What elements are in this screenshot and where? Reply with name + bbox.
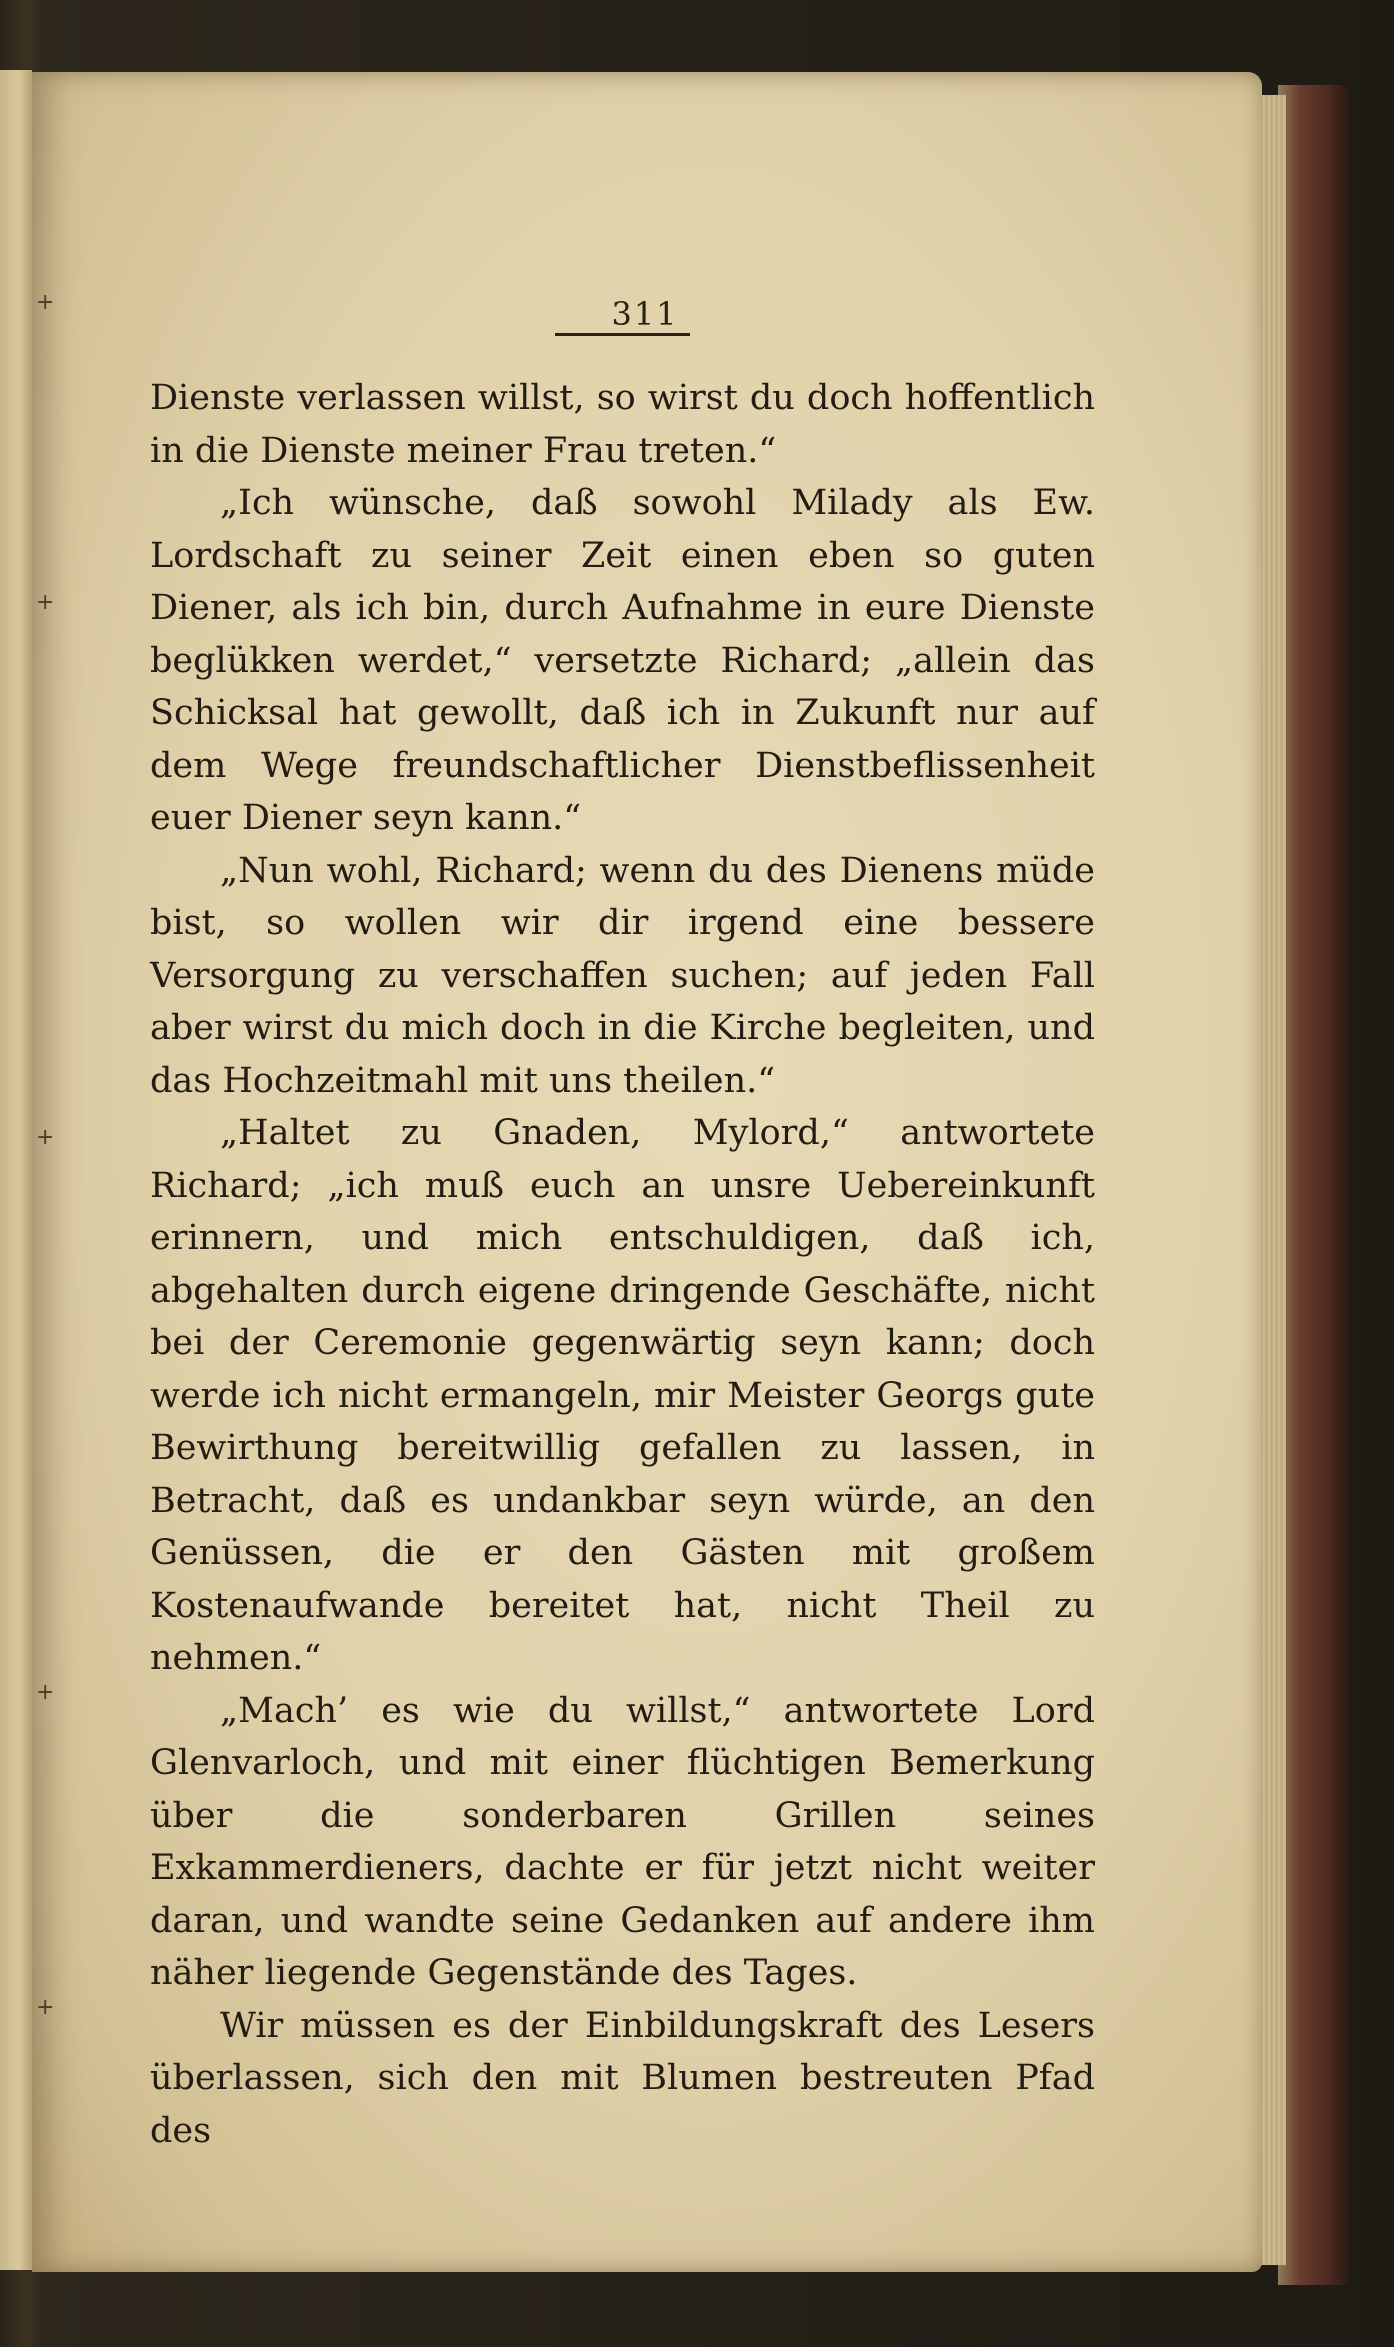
paragraph: „Mach’ es wie du willst,“ antwortete Lord Glenvarloch, und mit einer flüchtigen Bemerkung über die sonderbaren Grillen seines Exkammerdieners, dachte er für jetzt nicht weiter daran, und wandte seine Gedanken auf andere ihm näher liegende Gegenstände des Tages.: [150, 1690, 1095, 1993]
body-text: [150, 372, 1095, 2157]
facing-page-edge: [0, 70, 32, 2270]
paragraph: „Haltet zu Gnaden, Mylord,“ antwortete Richard; „ich muß euch an unsre Uebereinkunft erinnern, und mich entschuldigen, daß ich, abgehalten durch eigene dringende Geschäfte, nicht bei der Ceremonie gegenwärtig seyn kann; doch werde ich nicht ermangeln, mir Meister Georgs gute Bewirthung bereitwillig gefallen zu lassen, in Betracht, daß es undankbar seyn würde, an den Genüssen, die er den Gästen mit großem Kostenaufwande bereitet hat, nicht Theil zu nehmen.“: [150, 1113, 1095, 1678]
paragraph: Wir müssen es der Einbildungskraft des Lesers überlassen, sich den mit Blumen bestreuten Pfad des: [150, 2005, 1095, 2151]
gutter-mark: +: [36, 290, 55, 315]
gutter-mark: +: [36, 590, 55, 615]
paragraph: Dienste verlassen willst, so wirst du doch hoffentlich in die Dienste meiner Frau treten.“: [150, 378, 1095, 471]
paragraph: „Ich wünsche, daß sowohl Milady als Ew. Lordschaft zu seiner Zeit einen eben so guten Diener, als ich bin, durch Aufnahme in eure Dienste beglükken werdet,“ versetzte Richard; „allein das Schicksal hat gewollt, daß ich in Zukunft nur auf dem Wege freundschaftlicher Dienstbeflissenheit euer Diener seyn kann.“: [150, 483, 1095, 838]
header-rule: [555, 333, 690, 336]
gutter-mark: +: [36, 1680, 55, 1705]
book-cover-edge: [1278, 85, 1348, 2285]
gutter-mark: +: [36, 1125, 55, 1150]
gutter-mark: +: [36, 1995, 55, 2020]
paragraph: „Nun wohl, Richard; wenn du des Dienens müde bist, so wollen wir dir irgend eine bessere Versorgung zu verschaffen suchen; auf jeden Fall aber wirst du mich doch in die Kirche begleiten, und das Hochzeitmahl mit uns theilen.“: [150, 850, 1095, 1101]
page-number: 311: [611, 295, 679, 333]
